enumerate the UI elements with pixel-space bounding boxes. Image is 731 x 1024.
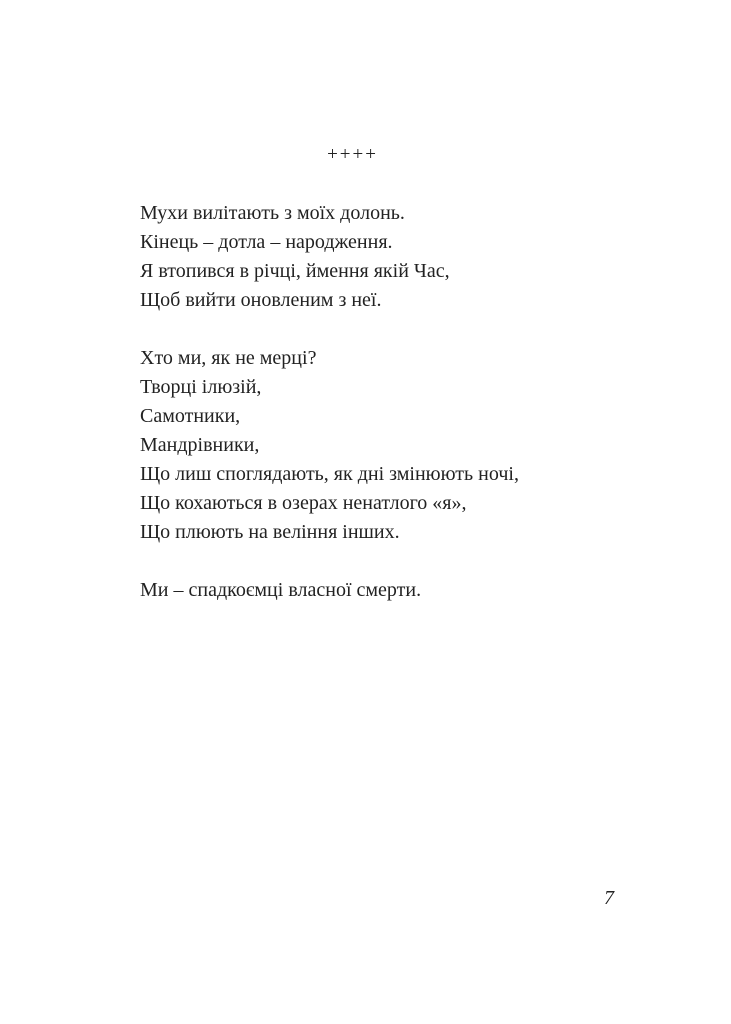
- page-number: 7: [604, 887, 614, 909]
- poem-line: Творці ілюзій,: [140, 376, 262, 398]
- poem-line: Що кохаються в озерах ненатлого «я»,: [140, 492, 467, 514]
- poem-line: Щоб вийти оновленим з неї.: [140, 289, 382, 311]
- stanza-2: [140, 344, 700, 547]
- poem-line: Що лиш споглядають, як дні змінюють ночі,: [140, 463, 519, 485]
- poem-line: Хто ми, як не мерці?: [140, 347, 317, 369]
- poem-line: Я втопився в річці, ймення якій Час,: [140, 260, 450, 282]
- stanza-1: [140, 199, 700, 315]
- poem-line: Самотники,: [140, 405, 241, 427]
- section-separator: ++++: [327, 144, 378, 165]
- poem-line: Кінець – дотла – народження.: [140, 231, 393, 253]
- poem-line: Мандрівники,: [140, 434, 260, 456]
- poem: [140, 199, 700, 634]
- poem-line: Мухи вилітають з моїх долонь.: [140, 202, 405, 224]
- stanza-3: [140, 576, 700, 605]
- poem-line: Ми – спадкоємці власної смерти.: [140, 579, 422, 601]
- poem-line: Що плюють на веління інших.: [140, 521, 400, 543]
